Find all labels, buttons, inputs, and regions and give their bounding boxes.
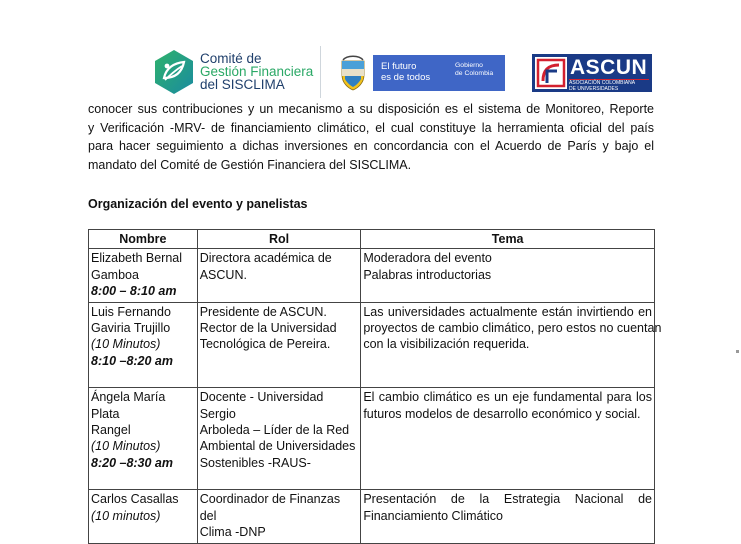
cgf-line-3: del SISCLIMA xyxy=(200,77,285,92)
panelist-name: Ángela María Plata xyxy=(91,390,166,421)
panelist-topic: Financiamiento Climático xyxy=(363,508,503,523)
gob-text-1: Gobierno xyxy=(455,62,483,69)
cgf-line-1: Comité de xyxy=(200,51,262,66)
panelist-duration: (10 Minutos) xyxy=(91,337,161,352)
ascun-sub-1: ASOCIACIÓN COLOMBIANA xyxy=(569,80,636,86)
panelist-topic: Las universidades actualmente están invirtiendo en xyxy=(363,304,652,319)
panelist-duration: (10 Minutos) xyxy=(91,439,161,454)
panelist-role: Rector de la Universidad xyxy=(199,321,337,336)
header-rol: Rol xyxy=(197,230,361,249)
cell-tema xyxy=(361,249,655,302)
table-row xyxy=(89,302,655,388)
panelists-table xyxy=(88,229,662,544)
cell-nombre xyxy=(89,302,198,388)
cell-tema xyxy=(361,302,662,388)
panelist-role: Ambiental de Universidades xyxy=(199,439,356,454)
panelist-time: 8:20 –8:30 am xyxy=(91,455,174,470)
gob-slogan-2: es de todos xyxy=(381,72,431,83)
logo-divider xyxy=(320,46,321,98)
intro-line: conocer sus contribuciones y un mecanismo a su disposición es el sistema de Monitoreo, Reporte xyxy=(88,102,654,116)
panelist-duration: (10 minutos) xyxy=(91,508,161,523)
intro-line: para hacer seguimiento a dichas inversiones en concordancia con el Acuerdo de París y bajo el xyxy=(88,139,654,153)
panelist-topic: con la visibilización requerida. xyxy=(363,337,530,352)
panelist-role: Arboleda – Líder de la Red xyxy=(199,423,350,438)
panelist-role: Presidente de ASCUN. xyxy=(199,304,327,319)
panelist-name: Elizabeth Bernal xyxy=(91,251,183,266)
cgf-line-2: Gestión Financiera xyxy=(200,64,314,79)
table-row xyxy=(89,388,655,490)
header-nombre: Nombre xyxy=(89,230,198,249)
panelist-name: Carlos Casallas xyxy=(91,492,179,507)
panelist-name: Gaviria Trujillo xyxy=(91,321,171,336)
panelist-topic: El cambio climático es un eje fundamental para los xyxy=(363,390,652,405)
panelist-topic: proyectos de cambio climático, pero estos no cuentan xyxy=(363,321,662,336)
panelist-role: Sostenibles -RAUS- xyxy=(199,455,311,470)
logo-gobierno-colombia xyxy=(339,55,505,91)
panelist-name: Luis Fernando xyxy=(91,304,171,319)
header-tema: Tema xyxy=(361,230,655,249)
table-header-row xyxy=(89,230,655,249)
cell-nombre xyxy=(89,490,198,543)
logo-comite-gestion-financiera xyxy=(152,46,312,98)
intro-line: y Verificación -MRV- de financiamiento climático, el cual constituye la herramienta oficial del país xyxy=(88,120,654,135)
ascun-wordmark: ASCUN xyxy=(570,56,648,79)
panelist-topic: futuros modelos de desarrollo económico y social. xyxy=(363,406,641,421)
gob-text-2: de Colombia xyxy=(455,70,494,77)
logo-ascun xyxy=(532,54,652,92)
ascun-emblem-icon xyxy=(535,57,567,89)
panelist-role: Docente - Universidad Sergio xyxy=(199,390,324,421)
panelist-role: ASCUN. xyxy=(199,267,247,282)
panelist-role: Tecnológica de Pereira. xyxy=(199,337,331,352)
panelist-time: 8:00 – 8:10 am xyxy=(91,284,177,299)
section-heading: Organización del evento y panelistas xyxy=(88,197,308,211)
cell-rol xyxy=(197,249,361,302)
intro-paragraph xyxy=(88,100,654,174)
panelist-topic: Moderadora del evento xyxy=(363,251,492,266)
cell-nombre xyxy=(89,249,198,302)
table-row xyxy=(89,490,655,543)
panelist-topic: Palabras introductorias xyxy=(363,267,492,282)
panelist-role: Clima -DNP xyxy=(199,525,266,540)
ascun-sub-2: DE UNIVERSIDADES xyxy=(569,85,619,92)
cell-tema xyxy=(361,388,655,490)
table-row xyxy=(89,249,655,302)
colombia-coat-of-arms-icon xyxy=(339,55,367,91)
cell-tema xyxy=(361,490,655,543)
intro-line: mandato del Comité de Gestión Financiera del SISCLIMA. xyxy=(88,157,412,172)
cell-nombre xyxy=(89,388,198,490)
cell-rol xyxy=(197,302,361,388)
panelist-name: Gamboa xyxy=(91,267,139,282)
panelist-role: Coordinador de Finanzas del xyxy=(199,492,341,523)
panelist-topic: Presentación de la Estrategia Nacional de xyxy=(363,492,652,507)
cell-rol xyxy=(197,490,361,543)
panelist-time: 8:10 –8:20 am xyxy=(91,353,174,368)
leaf-hexagon-icon xyxy=(152,48,196,96)
gob-slogan-1: El futuro xyxy=(381,61,417,72)
panelist-name: Rangel xyxy=(91,423,131,438)
cell-rol xyxy=(197,388,361,490)
panelist-role: Directora académica de xyxy=(199,251,332,266)
scroll-indicator xyxy=(736,350,739,353)
